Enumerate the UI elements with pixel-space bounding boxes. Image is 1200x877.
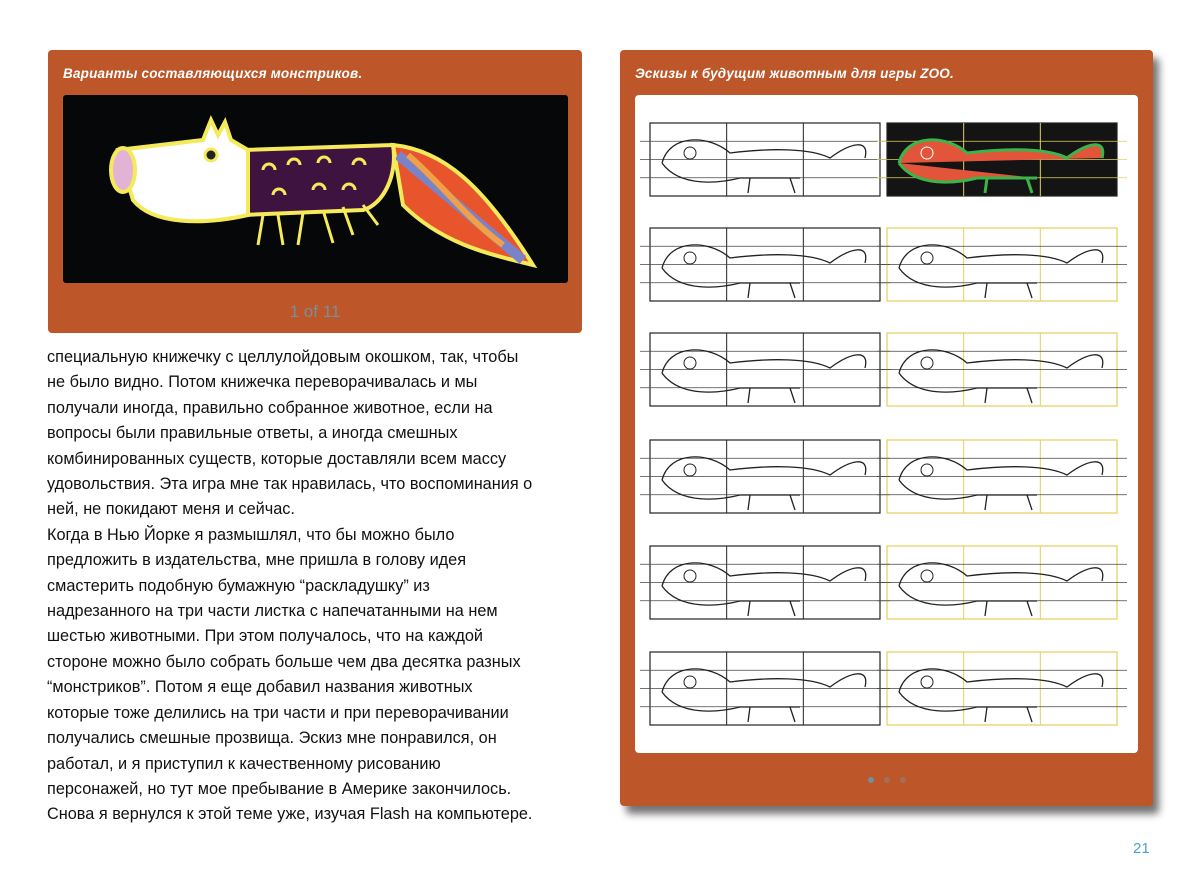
text-line: стороне можно было собрать больше чем два десятка разных bbox=[47, 652, 521, 671]
slide-counter: 1 of 11 bbox=[289, 302, 341, 321]
text-line: Снова я вернулся к этой теме уже, изучая Flash на компьютере. bbox=[47, 805, 533, 824]
text-line: получали иногда, правильно собранное животное, если на bbox=[47, 398, 493, 417]
page-dot[interactable] bbox=[900, 777, 906, 783]
sketch-image[interactable] bbox=[635, 95, 1138, 753]
sketch-cell bbox=[640, 652, 890, 725]
sketch-cell bbox=[640, 440, 890, 513]
sketch-cell bbox=[877, 123, 1127, 196]
sketch-cell bbox=[877, 440, 1127, 513]
text-line: не было видно. Потом книжечка переворачивалась и мы bbox=[47, 373, 478, 392]
text-line: шестью животными. При этом получалось, что на каждой bbox=[47, 627, 484, 646]
text-line: комбинированных существ, которые доставляли всем массу bbox=[47, 449, 507, 468]
text-line: “монстриков”. Потом я еще добавил названия животных bbox=[47, 678, 473, 697]
monster-gallery bbox=[48, 50, 582, 333]
sketch-cell bbox=[877, 652, 1127, 725]
text-line: которые тоже делились на три части и при переворачивании bbox=[47, 703, 509, 722]
text-line: специальную книжечку с целлулойдовым окошком, так, чтобы bbox=[47, 348, 519, 366]
sketch-cell bbox=[640, 228, 890, 301]
text-line: удовольствия. Эта игра мне так нравилась, что воспоминания о bbox=[47, 475, 533, 494]
sketch-cell bbox=[640, 123, 890, 196]
page-dots[interactable] bbox=[620, 777, 1153, 783]
body-text bbox=[47, 345, 592, 828]
gallery-title: Эскизы к будущим животным для игры ZOO. bbox=[635, 66, 954, 81]
text-line: получались смешные прозвища. Эскиз мне понравился, он bbox=[47, 729, 497, 748]
text-line: Когда в Нью Йорке я размышлял, что бы можно было bbox=[47, 525, 455, 544]
page-dot[interactable] bbox=[884, 777, 890, 783]
text-line: вопросы были правильные ответы, а иногда смешных bbox=[47, 424, 458, 443]
text-line: ней, не покидают меня и сейчас. bbox=[47, 500, 295, 519]
text-line: работал, и я приступил к качественному рисованию bbox=[47, 754, 441, 773]
sketch-cell bbox=[640, 546, 890, 619]
text-line: смастерить подобную бумажную “раскладушку” из bbox=[47, 576, 430, 595]
page-number: 21 bbox=[1133, 840, 1150, 857]
text-line: предложить в издательства, мне пришла в голову идея bbox=[47, 551, 467, 570]
sketch-cell bbox=[877, 333, 1127, 406]
page-dot[interactable] bbox=[868, 777, 874, 783]
sketch-cell bbox=[877, 546, 1127, 619]
sketch-cell bbox=[877, 228, 1127, 301]
monster-image[interactable] bbox=[63, 95, 568, 283]
sketch-gallery bbox=[620, 50, 1153, 806]
text-line: персонажей, но тут мое пребывание в Америке закончилось. bbox=[47, 779, 512, 798]
text-line: надрезанного на три части листка с напечатанными на нем bbox=[47, 602, 498, 621]
sketch-cell bbox=[640, 333, 890, 406]
gallery-title: Варианты составляющихся монстриков. bbox=[63, 66, 363, 81]
